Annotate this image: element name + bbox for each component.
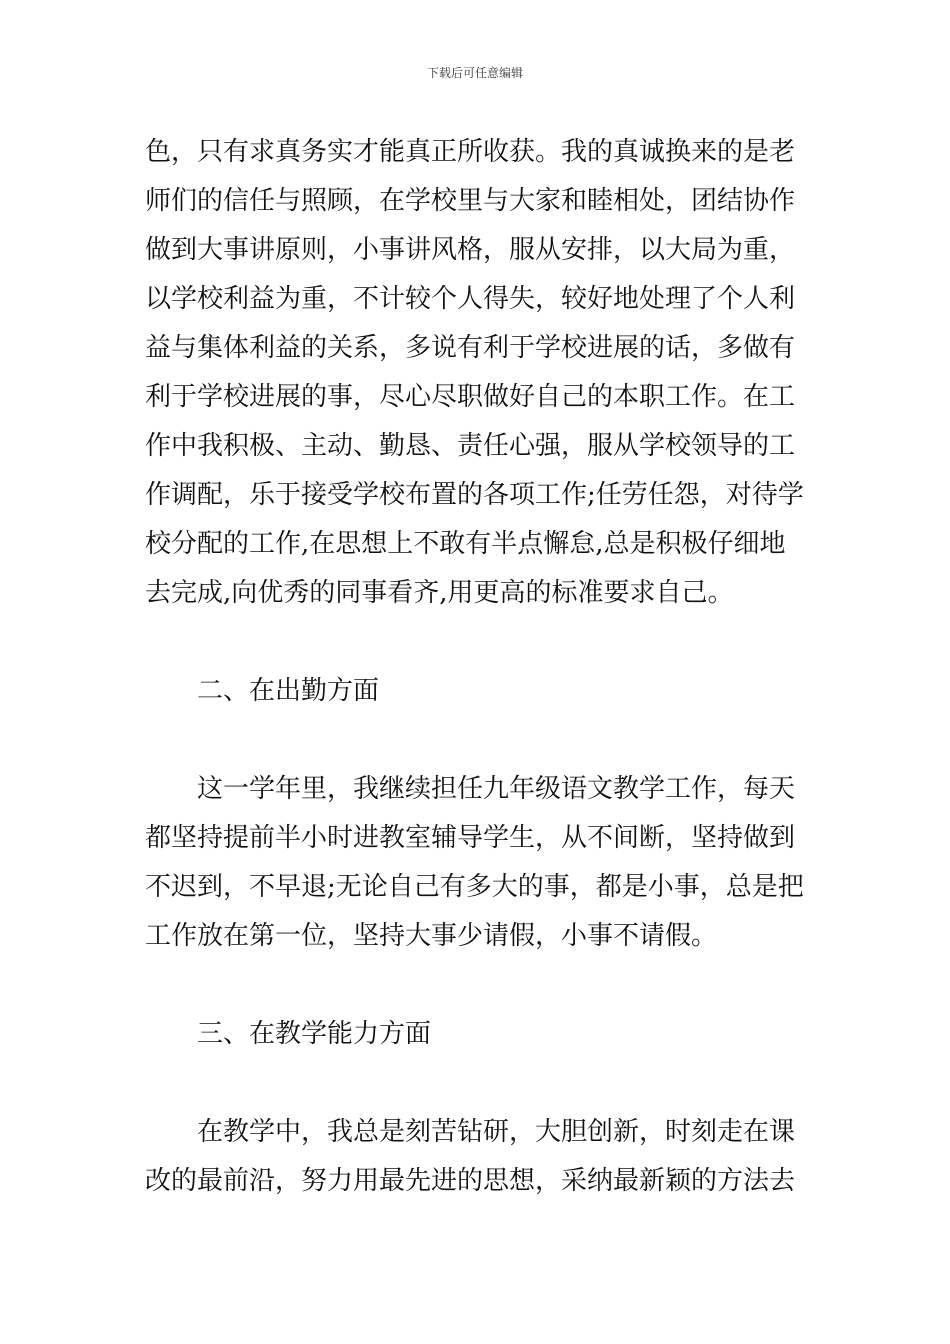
text-line: 作调配，乐于接受学校布置的各项工作;任劳任怨，对待学 [145,480,804,510]
text-line: 这一学年里，我继续担任九年级语文教学工作，每天 [197,774,796,804]
paragraph-3 [145,1108,810,1206]
text-line: 都坚持提前半小时进教室辅导学生，从不间断，坚持做到 [145,823,796,853]
paragraph-1 [145,128,810,618]
text-line: 色，只有求真务实才能真正所收获。我的真诚换来的是老 [145,137,796,167]
text-line: 作中我积极、主动、勤恳、责任心强，服从学校领导的工 [145,431,796,461]
text-line: 改的最前沿，努力用最先进的思想，采纳最新颖的方法去 [145,1166,796,1196]
paragraph-2 [145,765,810,961]
paragraph-spacer [145,618,810,667]
text-line: 工作放在第一位，坚持大事少请假，小事不请假。 [145,921,718,951]
text-line: 在教学中，我总是刻苦钻研，大胆创新，时刻走在课 [197,1117,796,1147]
paragraph-spacer [145,716,810,765]
paragraph-spacer [145,961,810,1010]
page-header: 下载后可任意编辑 [426,66,523,80]
text-line: 不迟到，不早退;无论自己有多大的事，都是小事，总是把 [145,872,804,902]
section-heading-attendance: 二、在出勤方面 [197,676,380,706]
text-line: 做到大事讲原则，小事讲风格，服从安排，以大局为重， [145,235,796,265]
document-body [145,128,810,1206]
text-line: 以学校利益为重，不计较个人得失，较好地处理了个人利 [145,284,796,314]
text-line: 去完成,向优秀的同事看齐,用更高的标准要求自己。 [145,578,734,608]
section-heading-teaching-ability: 三、在教学能力方面 [197,1019,432,1049]
text-line: 校分配的工作,在思想上不敢有半点懈怠,总是积极仔细地 [145,529,786,559]
paragraph-spacer [145,1059,810,1108]
text-line: 利于学校进展的事，尽心尽职做好自己的本职工作。在工 [145,382,796,412]
text-line: 师们的信任与照顾，在学校里与大家和睦相处，团结协作 [145,186,796,216]
text-line: 益与集体利益的关系，多说有利于学校进展的话，多做有 [145,333,796,363]
